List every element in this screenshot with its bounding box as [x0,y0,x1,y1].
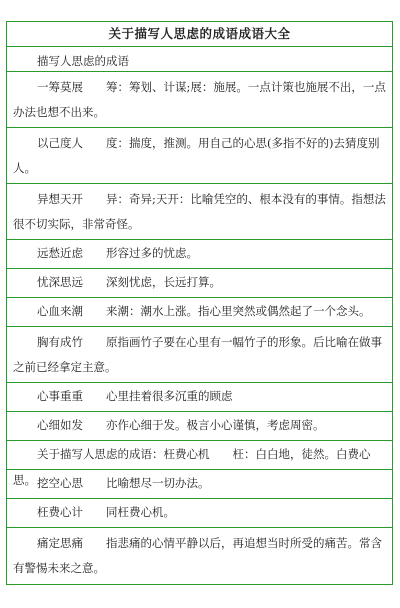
table-row: 挖空心思 比喻想尽一切办法。 [7,470,392,499]
table-row: 描写人思虑的成语 [7,47,392,72]
table-row: 一筹莫展 筹：筹划、计谋;展：施展。一点计策也施展不出，一点办法也想不出来。 [7,72,392,128]
table-row: 远愁近虑 形容过多的忧虑。 [7,240,392,269]
table-row: 胸有成竹 原指画竹子要在心里有一幅竹子的形象。后比喻在做事之前已经拿定主意。 [7,327,392,383]
table-row: 痛定思痛 指悲痛的心情平静以后，再追想当时所受的痛苦。常含有警惕未来之意。 [13,536,382,575]
document-title: 关于描写人思虑的成语成语大全 [7,22,392,47]
table-row: 枉费心计 同枉费心机。 [7,499,392,528]
table-row: 心事重重 心里挂着很多沉重的顾虑 [7,383,392,412]
table-row: 以己度人 度：揣度，推测。用自己的心思(多指不好的)去猜度别人。 [7,128,392,184]
table-row: 异想天开 异：奇异;天开：比喻凭空的、根本没有的事情。指想法很不切实际，非常奇怪。 [7,184,392,240]
table-row: 忧深思远 深刻忧虑，长远打算。 [7,269,392,298]
idiom-table [6,21,393,585]
table-row: 心血来潮 来潮：潮水上涨。指心里突然或偶然起了一个念头。 [7,298,392,327]
table-row: 心细如发 亦作心细于发。极言小心谨慎，考虑周密。 [7,412,392,441]
table-row: 关于描写人思虑的成语：枉费心机 枉：白白地，徒然。白费心思。 [7,441,392,470]
